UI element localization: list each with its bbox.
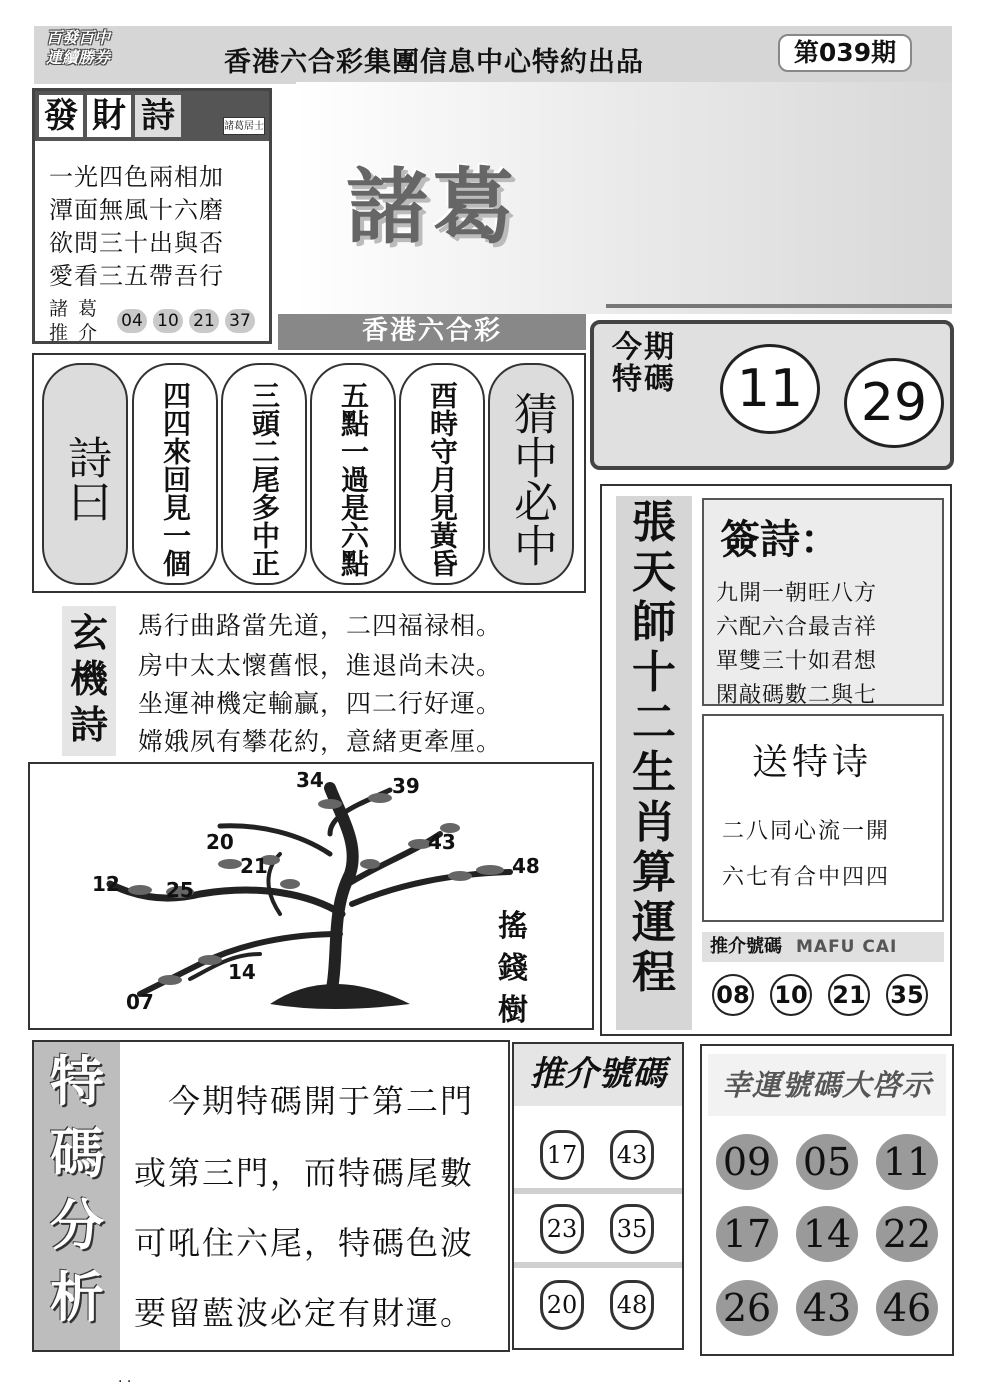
analysis-line: 可吼住六尾，特碼色波 bbox=[134, 1224, 475, 1262]
recommend-number: 08 bbox=[712, 974, 754, 1016]
divider bbox=[514, 1188, 682, 1194]
mystic-poem-line: 嫦娥夙有攀花約，意緒更牽厘。 bbox=[138, 727, 503, 756]
poem-column: 酉時守月見黃昏 bbox=[399, 363, 485, 585]
poem-column: 四四來回見一個 bbox=[132, 363, 218, 585]
lucky-ball: 46 bbox=[876, 1280, 938, 1336]
gift-poem-box bbox=[702, 714, 944, 922]
mystic-poem-line: 房中太太懷舊恨，進退尚未决。 bbox=[138, 651, 503, 680]
fortune-title-char: 財 bbox=[87, 95, 131, 137]
mystic-poem-line: 馬行曲路當先道，二四福禄相。 bbox=[138, 611, 503, 640]
fortune-poem-header bbox=[35, 91, 269, 141]
lucky-ball: 17 bbox=[716, 1206, 778, 1262]
recommend-label-en: MAFU CAI bbox=[796, 937, 898, 957]
poem-title-column: 詩曰 bbox=[42, 363, 128, 585]
zodiac-section bbox=[600, 484, 952, 1036]
poem-column: 三頭二尾多中正 bbox=[221, 363, 307, 585]
today-special-label: 今期特碼 bbox=[612, 330, 676, 397]
recommend-numbers-box bbox=[512, 1042, 684, 1350]
fortune-title-char: 詩 bbox=[135, 95, 181, 137]
recommend-number: 35 bbox=[886, 974, 928, 1016]
recommend-title: 推介號碼 bbox=[514, 1044, 682, 1106]
recommend-label: 推介號碼 bbox=[710, 936, 782, 957]
recommend-number: 21 bbox=[828, 974, 870, 1016]
lucky-numbers-box bbox=[700, 1044, 954, 1356]
lucky-ball: 11 bbox=[876, 1134, 938, 1190]
tree-number: 12 bbox=[92, 872, 120, 896]
sign-poem-line: 單雙三十如君想 bbox=[716, 649, 878, 674]
poem-line: 欲問三十出與否 bbox=[49, 229, 224, 257]
tree-number: 39 bbox=[392, 774, 420, 798]
lucky-ball: 14 bbox=[796, 1206, 858, 1262]
main-title: 諸葛 bbox=[346, 160, 519, 255]
poem-line: 一光四色兩相加 bbox=[49, 163, 224, 191]
zodiac-title: 張天師十二生肖算運程 bbox=[616, 496, 692, 1030]
lucky-ball: 43 bbox=[796, 1280, 858, 1336]
sign-poem-line: 六配六合最吉祥 bbox=[716, 615, 878, 640]
divider bbox=[514, 1262, 682, 1268]
poem-column: 五點一過是六點 bbox=[310, 363, 396, 585]
slogan-line: 百發百中 bbox=[46, 28, 111, 47]
tree-number: 07 bbox=[126, 990, 154, 1014]
number-shield: 20 bbox=[540, 1280, 584, 1330]
number-pill: 10 bbox=[153, 309, 183, 333]
analysis-title: 特碼分析 bbox=[34, 1042, 120, 1350]
sign-poem-box bbox=[702, 498, 944, 706]
tree-number: 14 bbox=[228, 960, 256, 984]
special-number-circle: 11 bbox=[720, 344, 820, 434]
publisher-title: 香港六合彩集團信息中心特約出品 bbox=[224, 47, 644, 78]
lucky-ball: 22 bbox=[876, 1206, 938, 1262]
tree-number: 20 bbox=[206, 830, 234, 854]
special-analysis-box bbox=[32, 1040, 510, 1352]
number-shield: 17 bbox=[540, 1130, 584, 1180]
poem-line: 愛看三五帶吾行 bbox=[49, 262, 224, 290]
title-divider bbox=[606, 304, 952, 308]
analysis-line: 或第三門，而特碼尾數 bbox=[134, 1154, 475, 1192]
number-shield: 23 bbox=[540, 1204, 584, 1254]
recommend-row bbox=[702, 932, 944, 962]
footer-dots: . . bbox=[118, 1370, 132, 1386]
analysis-line: 要留藍波必定有財運。 bbox=[134, 1294, 475, 1332]
lucky-ball: 05 bbox=[796, 1134, 858, 1190]
sign-poem-line: 九開一朝旺八方 bbox=[716, 581, 878, 606]
tree-number: 34 bbox=[296, 768, 324, 792]
recommend-label: 諸葛推介 bbox=[49, 298, 108, 344]
money-tree-box bbox=[28, 762, 594, 1030]
header-banner bbox=[34, 26, 952, 84]
money-tree-label: 搖錢樹 bbox=[498, 909, 528, 1028]
gift-poem-line: 二八同心流一開 bbox=[722, 819, 891, 844]
title-area bbox=[296, 82, 952, 314]
lucky-ball: 09 bbox=[716, 1134, 778, 1190]
hk-lottery-banner: 香港六合彩 bbox=[278, 314, 586, 350]
number-pill: 04 bbox=[117, 309, 147, 333]
mystic-poem-line: 坐運神機定輸贏，四二行好運。 bbox=[138, 689, 503, 718]
sign-poem-line: 閑敲碼數二與七 bbox=[716, 683, 878, 708]
number-pill: 37 bbox=[225, 309, 255, 333]
poem-line: 潭面無風十六磨 bbox=[49, 196, 224, 224]
sign-poem-title: 簽詩： bbox=[720, 516, 840, 563]
gift-poem-title: 送特诗 bbox=[752, 742, 873, 783]
number-shield: 48 bbox=[610, 1280, 654, 1330]
lucky-ball: 26 bbox=[716, 1280, 778, 1336]
slogan-line: 連續勝券 bbox=[46, 48, 111, 67]
tree-number: 25 bbox=[166, 878, 194, 902]
poem-columns-box bbox=[32, 353, 586, 593]
gift-poem-line: 六七有合中四四 bbox=[722, 865, 891, 890]
fortune-title-char: 發 bbox=[39, 95, 83, 137]
tree-number: 21 bbox=[240, 854, 268, 878]
fortune-poem-box bbox=[32, 88, 272, 344]
tree-number: 43 bbox=[428, 830, 456, 854]
number-pill: 21 bbox=[189, 309, 219, 333]
tree-number: 48 bbox=[512, 854, 540, 878]
today-special-box bbox=[590, 320, 954, 470]
issue-number: 第039期 bbox=[778, 34, 912, 72]
author-badge: 諸葛居士 bbox=[223, 117, 265, 135]
analysis-line: 今期特碼開于第二門 bbox=[168, 1082, 475, 1120]
number-shield: 43 bbox=[610, 1130, 654, 1180]
slogan bbox=[46, 28, 176, 68]
special-number-circle: 29 bbox=[844, 358, 944, 448]
guess-column: 猜中必中 bbox=[488, 363, 574, 585]
recommend-number: 10 bbox=[770, 974, 812, 1016]
lucky-title: 幸運號碼大啓示 bbox=[708, 1054, 946, 1116]
number-shield: 35 bbox=[610, 1204, 654, 1254]
mystic-poem-title: 玄機詩 bbox=[62, 606, 116, 756]
